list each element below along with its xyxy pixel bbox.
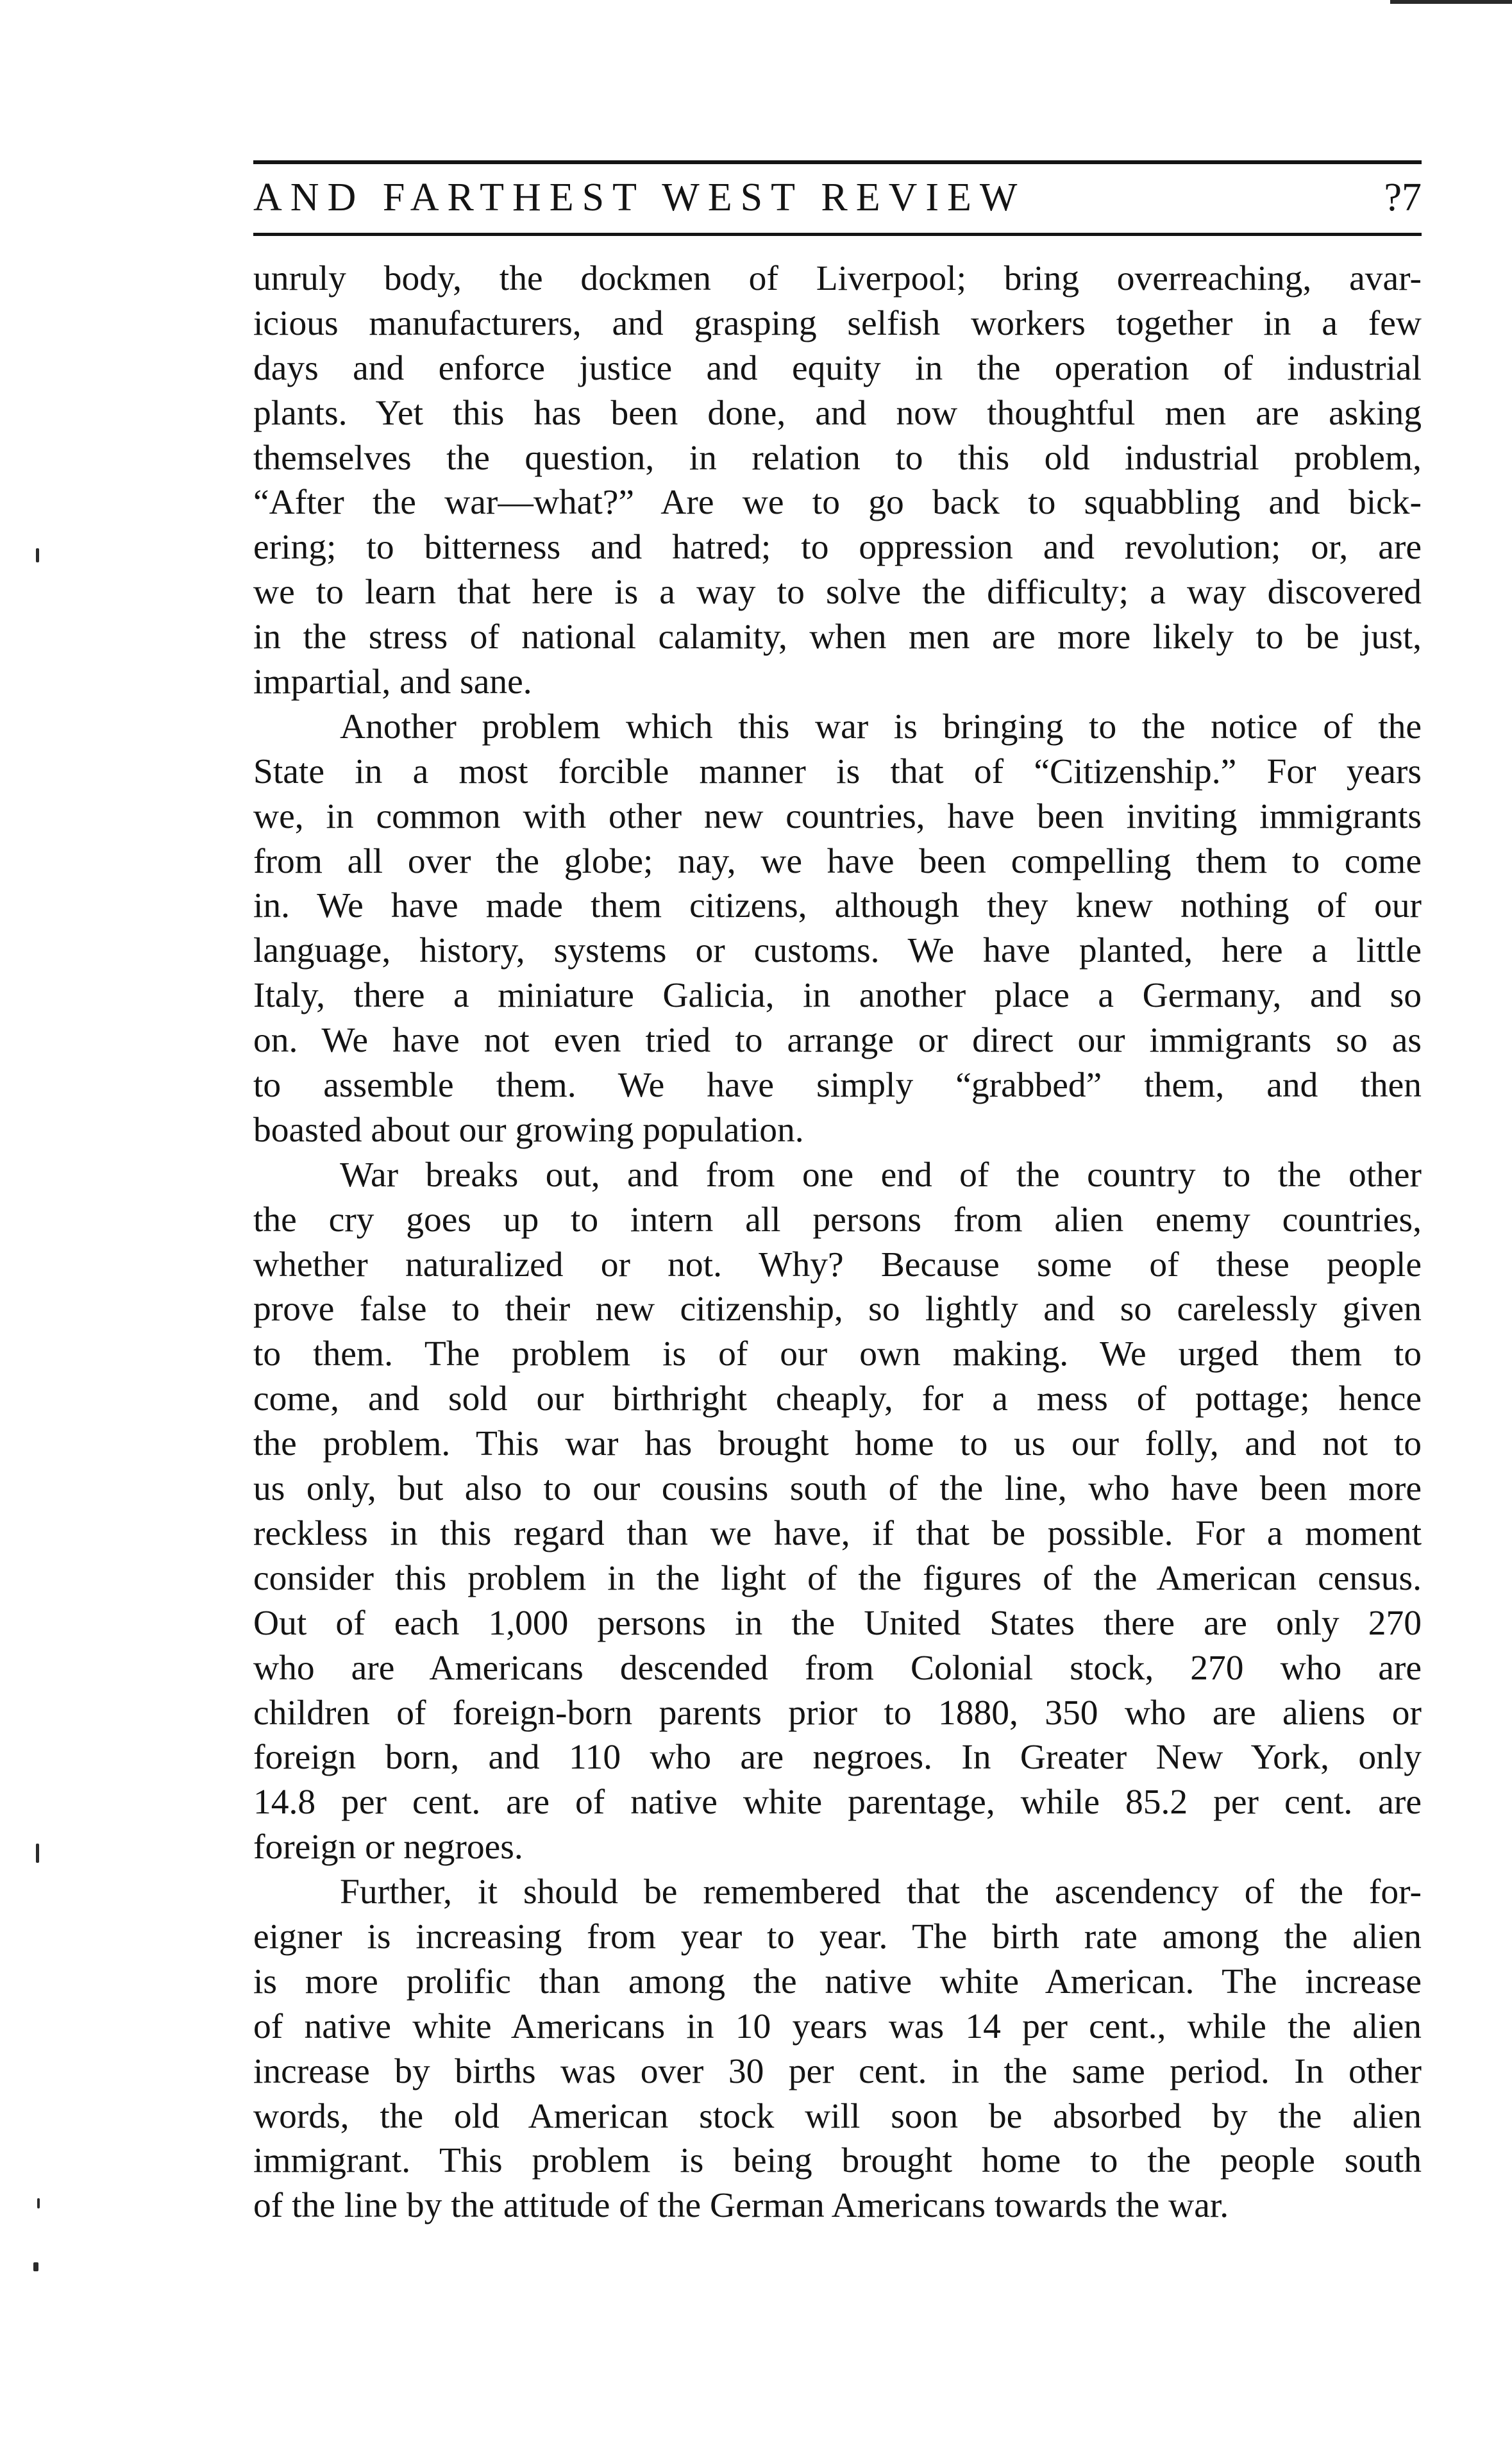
text-line: is more prolific than among the native white American. The increase bbox=[253, 1962, 1422, 2001]
text-line: “After the war—what?” Are we to go back to squabbling and bick- bbox=[253, 483, 1422, 523]
text-line: we, in common with other new countries, have been inviting immigrants bbox=[253, 796, 1422, 836]
text-line: icious manufacturers, and grasping selfish workers together in a few bbox=[253, 303, 1422, 343]
text-line: themselves the question, in relation to this old industrial problem, bbox=[253, 438, 1422, 478]
text-line: the problem. This war has brought home to us our folly, and not to bbox=[253, 1424, 1422, 1464]
scan-edge-mark bbox=[1390, 0, 1512, 4]
running-head-title: AND FARTHEST WEST REVIEW bbox=[253, 176, 1026, 219]
text-line: from all over the globe; nay, we have been compelling them to come bbox=[253, 841, 1422, 881]
text-line: whether naturalized or not. Why? Because some of these people bbox=[253, 1245, 1422, 1284]
paragraph bbox=[253, 1153, 1422, 1870]
paragraph bbox=[253, 705, 1422, 1153]
text-line: immigrant. This problem is being brought home to the people south bbox=[253, 2141, 1422, 2181]
text-line: increase by births was over 30 per cent. in the same period. In other bbox=[253, 2051, 1422, 2091]
margin-mark bbox=[37, 2198, 40, 2208]
text-line: to them. The problem is of our own making. We urged them to bbox=[253, 1334, 1422, 1374]
text-line: foreign born, and 110 who are negroes. In Greater New York, only bbox=[253, 1738, 1422, 1778]
text-line: in. We have made them citizens, although they knew nothing of our bbox=[253, 886, 1422, 926]
margin-mark bbox=[33, 2262, 38, 2271]
margin-mark bbox=[36, 548, 39, 562]
header-rule-bottom bbox=[253, 233, 1422, 236]
text-line: prove false to their new citizenship, so lightly and so carelessly given bbox=[253, 1290, 1422, 1329]
text-line: days and enforce justice and equity in the operation of industrial bbox=[253, 348, 1422, 388]
text-line: War breaks out, and from one end of the country to the other bbox=[340, 1155, 1422, 1195]
text-line: Another problem which this war is bringing to the notice of the bbox=[340, 707, 1422, 746]
text-line: unruly body, the dockmen of Liverpool; bring overreaching, avar- bbox=[253, 259, 1422, 298]
text-line: language, history, systems or customs. We have planted, here a little bbox=[253, 931, 1422, 971]
page-number: ?7 bbox=[1384, 176, 1422, 219]
text-line: boasted about our growing population. bbox=[253, 1110, 804, 1150]
text-line: come, and sold our birthright cheaply, for a mess of pottage; hence bbox=[253, 1379, 1422, 1419]
text-line: of native white Americans in 10 years was 14 per cent., while the alien bbox=[253, 2006, 1422, 2046]
margin-mark bbox=[36, 1844, 39, 1863]
text-line: of the line by the attitude of the German Americans towards the war. bbox=[253, 2186, 1229, 2226]
text-line: reckless in this regard than we have, if that be possible. For a moment bbox=[253, 1513, 1422, 1553]
text-line: who are Americans descended from Colonial stock, 270 who are bbox=[253, 1648, 1422, 1688]
text-line: consider this problem in the light of the figures of the American census. bbox=[253, 1558, 1422, 1598]
text-line: us only, but also to our cousins south of the line, who have been more bbox=[253, 1469, 1422, 1509]
header-rule-top bbox=[253, 160, 1422, 164]
text-line: the cry goes up to intern all persons from alien enemy countries, bbox=[253, 1200, 1422, 1240]
paragraph bbox=[253, 1870, 1422, 2228]
text-line: on. We have not even tried to arrange or direct our immigrants so as bbox=[253, 1021, 1422, 1061]
text-line: 14.8 per cent. are of native white parentage, while 85.2 per cent. are bbox=[253, 1783, 1422, 1822]
text-line: impartial, and sane. bbox=[253, 662, 532, 702]
text-line: Further, it should be remembered that the ascendency of the for- bbox=[340, 1872, 1422, 1912]
text-line: ering; to bitterness and hatred; to oppression and revolution; or, are bbox=[253, 528, 1422, 568]
body-text bbox=[253, 256, 1422, 2228]
text-line: foreign or negroes. bbox=[253, 1828, 523, 1867]
text-line: in the stress of national calamity, when men are more likely to be just, bbox=[253, 618, 1422, 657]
text-line: Italy, there a miniature Galicia, in another place a Germany, and so bbox=[253, 976, 1422, 1016]
text-line: children of foreign-born parents prior to 1880, 350 who are aliens or bbox=[253, 1693, 1422, 1733]
text-line: Out of each 1,000 persons in the United States there are only 270 bbox=[253, 1603, 1422, 1643]
text-line: State in a most forcible manner is that of “Citizenship.” For years bbox=[253, 752, 1422, 791]
text-line: to assemble them. We have simply “grabbed” them, and then bbox=[253, 1066, 1422, 1106]
running-head bbox=[253, 172, 1422, 223]
text-line: plants. Yet this has been done, and now thoughtful men are asking bbox=[253, 393, 1422, 433]
text-line: we to learn that here is a way to solve the difficulty; a way discovered bbox=[253, 573, 1422, 612]
text-line: eigner is increasing from year to year. The birth rate among the alien bbox=[253, 1917, 1422, 1956]
paragraph bbox=[253, 256, 1422, 705]
text-line: words, the old American stock will soon be absorbed by the alien bbox=[253, 2096, 1422, 2136]
